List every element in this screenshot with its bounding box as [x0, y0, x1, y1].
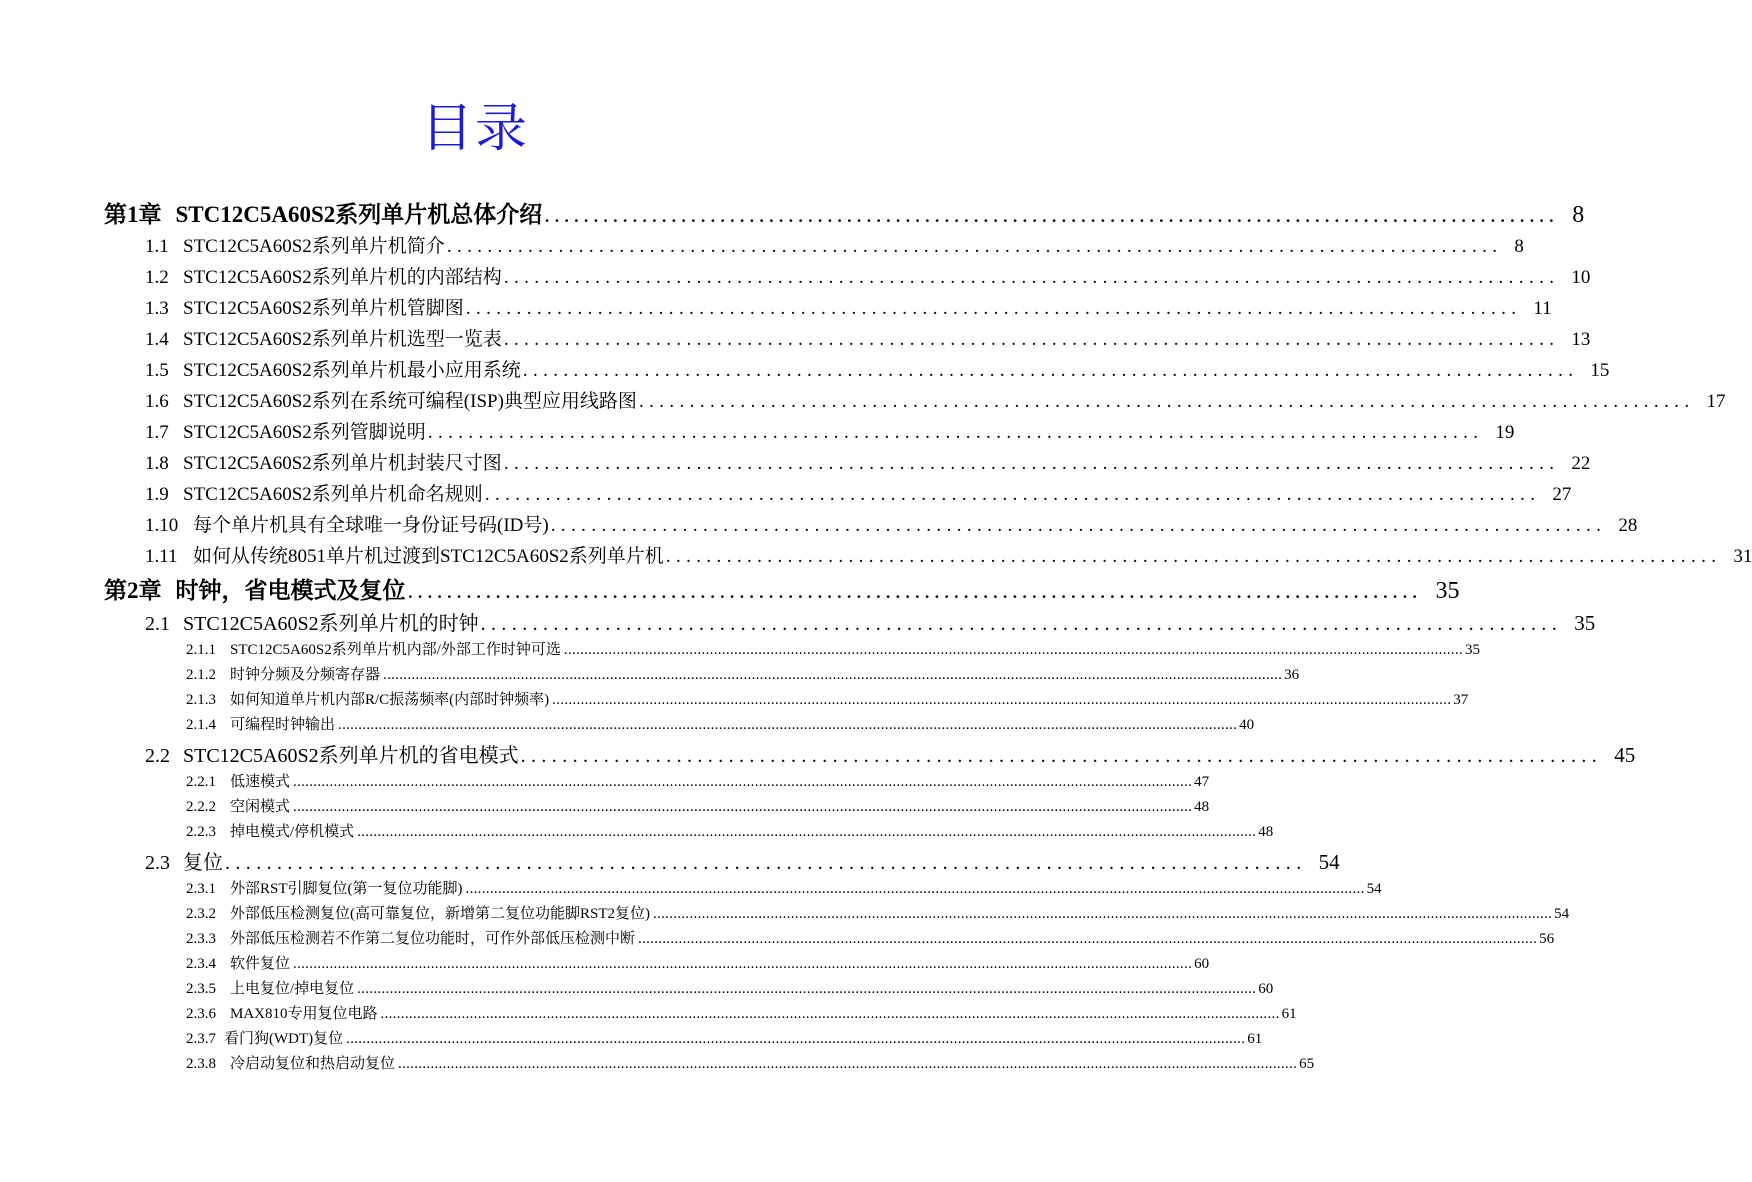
toc-entry-1-4[interactable] [145, 324, 1591, 350]
toc-number: 2.3.5 [186, 981, 216, 997]
toc-page: 61 [1247, 1031, 1263, 1047]
toc-number: 2.2.3 [186, 824, 216, 840]
toc-entry-2-3-1[interactable] [186, 877, 1382, 899]
toc-number: 2.3.4 [186, 956, 216, 972]
leader-dots: ........................................................................................................ [520, 745, 1603, 767]
toc-title: 低速模式 [230, 774, 291, 790]
leader-dots: ........................................................................................................ [638, 391, 1695, 412]
leader-dots: ........................................................................................................ [484, 484, 1541, 505]
toc-entry-2-1-2[interactable] [186, 663, 1300, 685]
toc-number: 1.10 [145, 515, 179, 536]
toc-number: 2.3.8 [186, 1056, 216, 1072]
toc-entry-2-3-4[interactable] [186, 952, 1210, 974]
toc-title: STC12C5A60S2系列管脚说明 [183, 422, 426, 443]
toc-page: 56 [1539, 931, 1555, 947]
toc-title: 每个单片机具有全球唯一身份证号码(ID号) [193, 515, 549, 536]
toc-number: 2.1.4 [186, 717, 216, 733]
toc-page: 27 [1552, 484, 1572, 505]
leader-dots: ........................................................................................................ [480, 613, 1563, 635]
leader-dots: .............................................................................................................................................................................................................................. [383, 667, 1283, 683]
toc-page: 54 [1554, 906, 1570, 922]
toc-entry-1-9[interactable] [145, 479, 1572, 505]
toc-entry-1-10[interactable] [145, 510, 1638, 536]
toc-number: 2.3.7 [186, 1031, 216, 1047]
toc-entry-2-2-3[interactable] [186, 820, 1274, 842]
toc-number: 1.9 [145, 484, 169, 505]
toc-title: STC12C5A60S2系列单片机内部/外部工作时钟可选 [230, 642, 561, 658]
toc-number: 2.3.6 [186, 1006, 216, 1022]
toc-page: 61 [1281, 1006, 1297, 1022]
toc-page: 60 [1258, 981, 1274, 997]
toc-title: 时钟分频及分频寄存器 [230, 667, 381, 683]
toc-title: 软件复位 [230, 956, 291, 972]
leader-dots: ........................................................................................................ [522, 360, 1579, 381]
leader-dots: ........................................................................................................ [465, 298, 1522, 319]
toc-title: 冷启动复位和热启动复位 [230, 1056, 396, 1072]
toc-title: 如何知道单片机内部R/C振荡频率(内部时钟频率) [230, 692, 550, 708]
toc-page: 22 [1571, 453, 1591, 474]
toc-title: STC12C5A60S2系列单片机的时钟 [183, 613, 479, 635]
toc-title: STC12C5A60S2系列单片机封装尺寸图 [183, 453, 502, 474]
toc-page: 28 [1618, 515, 1638, 536]
toc-title: 外部RST引脚复位(第一复位功能脚) [230, 881, 463, 897]
toc-entry-2-2-1[interactable] [186, 770, 1210, 792]
toc-title: STC12C5A60S2系列单片机简介 [183, 236, 445, 257]
toc-number: 2.1.1 [186, 642, 216, 658]
toc-title: STC12C5A60S2系列单片机总体介绍 [175, 202, 543, 227]
toc-entry-2-1-4[interactable] [186, 713, 1255, 735]
toc-title: STC12C5A60S2系列单片机的省电模式 [183, 745, 519, 767]
toc-number: 2.1.3 [186, 692, 216, 708]
leader-dots: ........................................................................................................ [665, 546, 1722, 567]
toc-title: 时钟，省电模式及复位 [175, 578, 406, 603]
toc-page: 11 [1533, 298, 1552, 319]
toc-number: 2.3.1 [186, 881, 216, 897]
toc-page: 15 [1590, 360, 1610, 381]
leader-dots: .............................................................................................................................................................................................................................. [380, 1006, 1280, 1022]
toc-page: 45 [1614, 743, 1636, 767]
toc-page: 54 [1366, 881, 1382, 897]
leader-dots: ........................................................................................................ [225, 852, 1307, 874]
leader-dots: .............................................................................................................................................................................................................................. [552, 692, 1452, 708]
toc-number: 1.11 [145, 546, 178, 567]
toc-title: 如何从传统8051单片机过渡到STC12C5A60S2系列单片机 [193, 546, 664, 567]
toc-number: 1.1 [145, 236, 169, 257]
toc-entry-2-3-8[interactable] [186, 1052, 1315, 1074]
toc-entry-2-3-7[interactable] [186, 1027, 1263, 1049]
toc-title: 可编程时钟输出 [230, 717, 336, 733]
toc-number: 1.3 [145, 298, 169, 319]
toc-number: 第2章 [104, 578, 162, 603]
toc-page: 48 [1194, 799, 1210, 815]
toc-chapter-1[interactable] [104, 196, 1585, 228]
toc-title: 上电复位/掉电复位 [230, 981, 355, 997]
toc-entry-1-8[interactable] [145, 448, 1591, 474]
toc-number: 2.2 [145, 745, 170, 767]
toc-title: 掉电模式/停机模式 [230, 824, 355, 840]
leader-dots: .............................................................................................................................................................................................................................. [357, 981, 1257, 997]
leader-dots: .............................................................................................................................................................................................................................. [465, 881, 1365, 897]
toc-entry-2-3-6[interactable] [186, 1002, 1297, 1024]
toc-entry-2-1[interactable] [145, 607, 1596, 635]
toc-number: 2.2.1 [186, 774, 216, 790]
toc-title: STC12C5A60S2系列单片机选型一览表 [183, 329, 502, 350]
toc-title: 看门狗(WDT)复位 [224, 1031, 344, 1047]
leader-dots: .............................................................................................................................................................................................................................. [357, 824, 1257, 840]
leader-dots: ........................................................................................................ [503, 453, 1560, 474]
toc-page: 8 [1514, 236, 1524, 257]
toc-entry-2-1-1[interactable] [186, 638, 1480, 660]
leader-dots: ........................................................................................................ [427, 422, 1484, 443]
toc-title: STC12C5A60S2系列单片机的内部结构 [183, 267, 502, 288]
leader-dots: .............................................................................................................................................................................................................................. [346, 1031, 1246, 1047]
toc-entry-1-3[interactable] [145, 293, 1552, 319]
toc-entry-2-1-3[interactable] [186, 688, 1469, 710]
toc-entry-1-1[interactable] [145, 231, 1524, 257]
toc-page: 37 [1453, 692, 1469, 708]
toc-title: STC12C5A60S2系列单片机最小应用系统 [183, 360, 521, 381]
toc-number: 1.8 [145, 453, 169, 474]
toc-page: 47 [1194, 774, 1210, 790]
toc-entry-2-3-2[interactable] [186, 902, 1570, 924]
toc-title: 复位 [183, 852, 223, 874]
toc-page: 36 [1284, 667, 1300, 683]
toc-number: 1.7 [145, 422, 169, 443]
toc-title: MAX810专用复位电路 [230, 1006, 378, 1022]
leader-dots: .............................................................................................................................................................................................................................. [563, 642, 1463, 658]
toc-title: 外部低压检测若不作第二复位功能时，可作外部低压检测中断 [230, 931, 636, 947]
leader-dots: .............................................................................................................................................................................................................................. [293, 956, 1193, 972]
toc-page: 40 [1239, 717, 1255, 733]
toc-number: 2.3.2 [186, 906, 216, 922]
toc-page: 48 [1258, 824, 1274, 840]
leader-dots: ........................................................................................................ [407, 578, 1422, 603]
toc-entry-1-2[interactable] [145, 262, 1591, 288]
toc-entry-2-3-5[interactable] [186, 977, 1274, 999]
leader-dots: .............................................................................................................................................................................................................................. [293, 774, 1193, 790]
toc-entry-2-3-3[interactable] [186, 927, 1555, 949]
leader-dots: .............................................................................................................................................................................................................................. [653, 906, 1553, 922]
toc-number: 第1章 [104, 202, 162, 227]
toc-page: 10 [1571, 267, 1591, 288]
toc-entry-1-5[interactable] [145, 355, 1610, 381]
toc-entry-2-3[interactable] [145, 846, 1340, 874]
leader-dots: ........................................................................................................ [446, 236, 1503, 257]
toc-page: 8 [1572, 202, 1585, 228]
toc-number: 2.1 [145, 613, 170, 635]
leader-dots: .............................................................................................................................................................................................................................. [293, 799, 1193, 815]
toc-title: STC12C5A60S2系列单片机管脚图 [183, 298, 464, 319]
toc-entry-2-2-2[interactable] [186, 795, 1210, 817]
page-title: 目录 [420, 101, 529, 158]
toc-title: STC12C5A60S2系列在系统可编程(ISP)典型应用线路图 [183, 391, 637, 412]
toc-title: 空闲模式 [230, 799, 291, 815]
toc-entry-2-2[interactable] [145, 739, 1636, 767]
leader-dots: ........................................................................................................ [503, 329, 1560, 350]
leader-dots: .............................................................................................................................................................................................................................. [638, 931, 1538, 947]
toc-page: 17 [1706, 391, 1726, 412]
toc-number: 2.2.2 [186, 799, 216, 815]
toc-number: 1.6 [145, 391, 169, 412]
leader-dots: .............................................................................................................................................................................................................................. [398, 1056, 1298, 1072]
toc-number: 2.3.3 [186, 931, 216, 947]
toc-number: 2.1.2 [186, 667, 216, 683]
toc-entry-1-11[interactable] [145, 541, 1752, 567]
toc-page: 60 [1194, 956, 1210, 972]
leader-dots: ........................................................................................................ [503, 267, 1560, 288]
toc-page: 19 [1495, 422, 1515, 443]
toc-entry-1-6[interactable] [145, 386, 1726, 412]
toc-title: STC12C5A60S2系列单片机命名规则 [183, 484, 483, 505]
toc-page: 31 [1733, 546, 1752, 567]
toc-number: 2.3 [145, 852, 170, 874]
toc-number: 1.2 [145, 267, 169, 288]
toc-number: 1.4 [145, 329, 169, 350]
toc-chapter-2[interactable] [104, 572, 1460, 604]
toc-page: 35 [1464, 642, 1480, 658]
toc-page: 35 [1574, 611, 1596, 635]
leader-dots: .............................................................................................................................................................................................................................. [338, 717, 1238, 733]
toc-page: 54 [1318, 850, 1340, 874]
toc-page: 13 [1571, 329, 1591, 350]
toc-page: 65 [1299, 1056, 1315, 1072]
leader-dots: ........................................................................................................ [550, 515, 1607, 536]
toc-entry-1-7[interactable] [145, 417, 1515, 443]
toc-title: 外部低压检测复位(高可靠复位，新增第二复位功能脚RST2复位) [230, 906, 651, 922]
toc-page: 35 [1435, 578, 1460, 604]
toc-number: 1.5 [145, 360, 169, 381]
leader-dots: ........................................................................................................ [544, 202, 1559, 227]
